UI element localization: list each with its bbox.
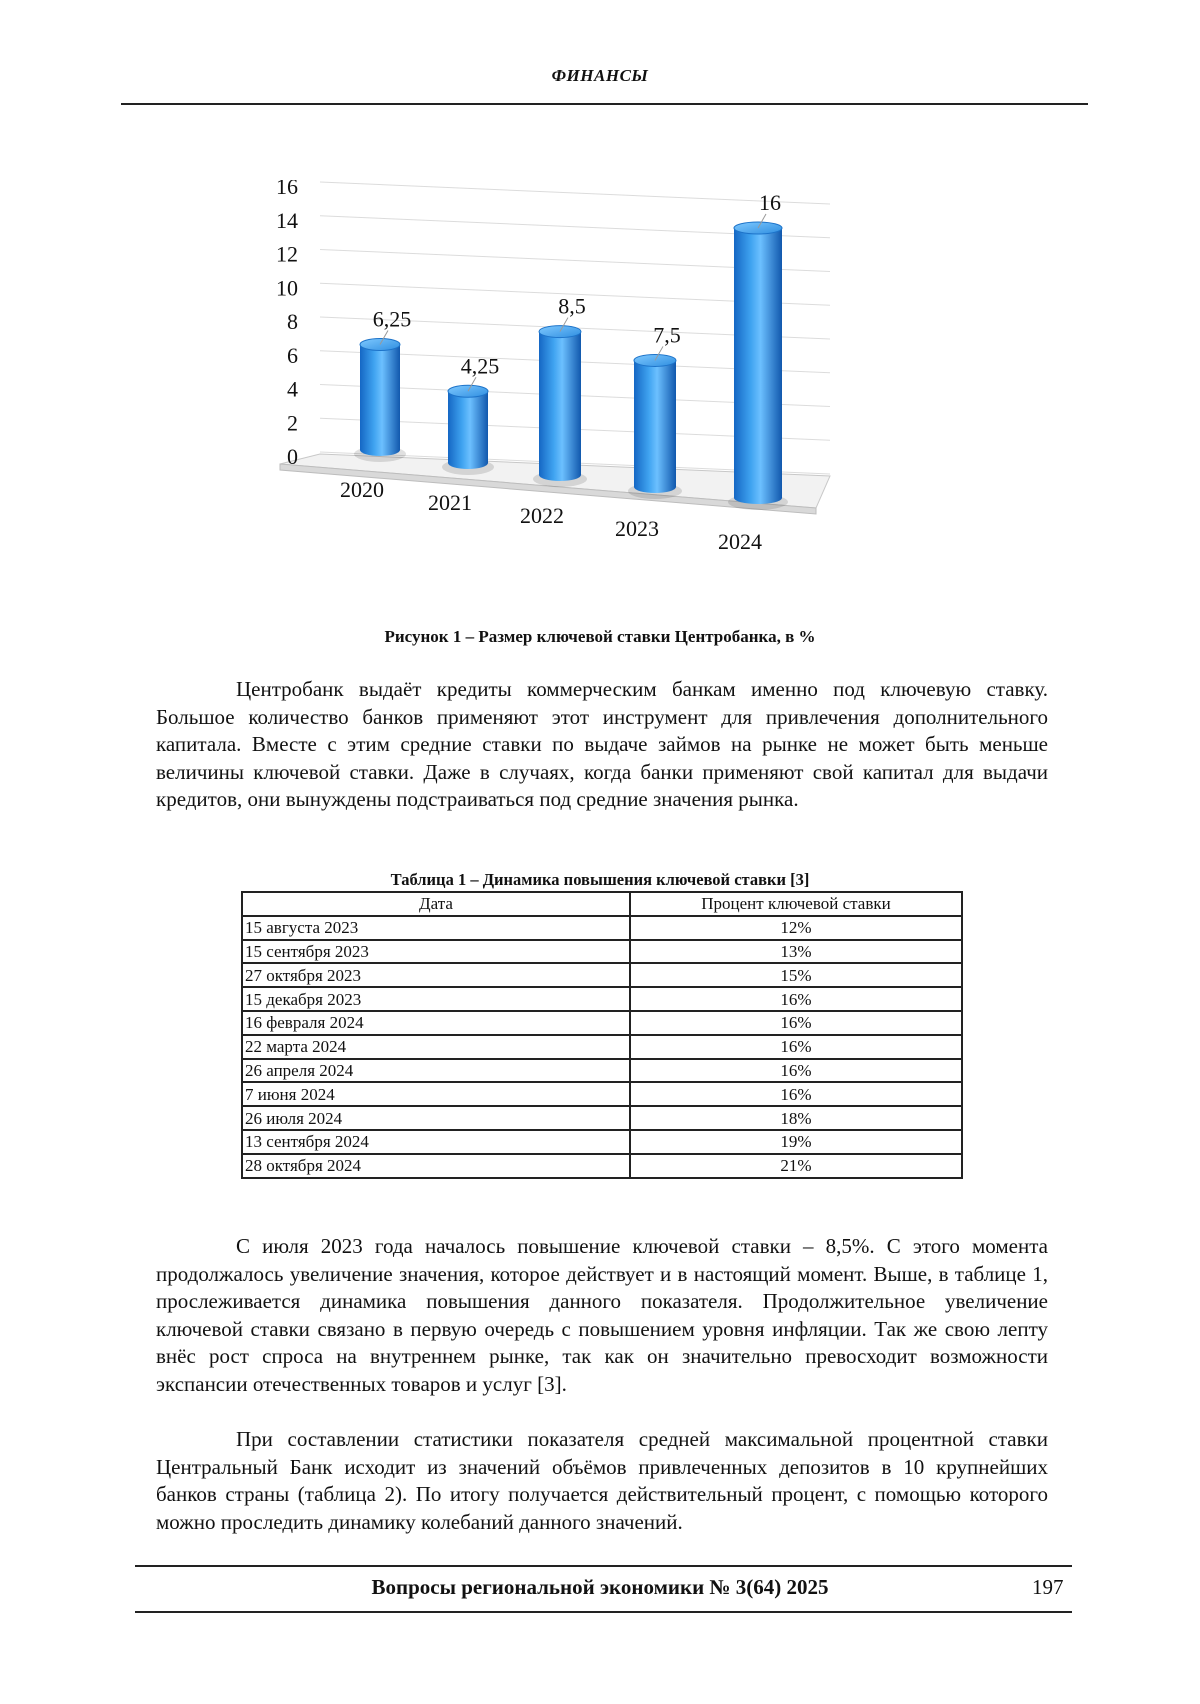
table-caption: Таблица 1 – Динамика повышения ключевой ставки [3]	[390, 870, 810, 889]
data-label: 4,25	[460, 353, 500, 379]
x-tick-label: 2020	[340, 477, 384, 502]
table-row	[242, 1082, 962, 1106]
bar-body	[734, 228, 782, 504]
figure-caption: Рисунок 1 – Размер ключевой ставки Центробанка, в %	[384, 627, 816, 646]
cell-rate: 15%	[630, 963, 962, 987]
table-row	[242, 963, 962, 987]
bar-2022	[533, 294, 587, 487]
x-tick-label: 2023	[615, 516, 659, 541]
table-row	[242, 1011, 962, 1035]
cell-date: 28 октября 2024	[242, 1154, 630, 1178]
x-tick-label: 2024	[718, 529, 762, 554]
cell-date: 26 апреля 2024	[242, 1059, 630, 1083]
bar-body	[360, 345, 400, 456]
cell-date: 15 сентября 2023	[242, 940, 630, 964]
cell-rate: 18%	[630, 1106, 962, 1130]
header-rule	[121, 103, 1088, 105]
cell-rate: 19%	[630, 1130, 962, 1154]
y-tick-label: 16	[276, 180, 298, 199]
cell-date: 27 октября 2023	[242, 963, 630, 987]
data-label: 7,5	[653, 322, 681, 348]
x-tick-label: 2021	[428, 490, 472, 515]
y-tick-label: 6	[287, 342, 298, 368]
chart-y-axis	[276, 180, 298, 469]
data-label: 16	[759, 190, 781, 215]
cell-date: 7 июня 2024	[242, 1082, 630, 1106]
cell-date: 15 августа 2023	[242, 916, 630, 940]
footer-rule-bottom	[135, 1611, 1072, 1613]
cell-rate: 16%	[630, 1035, 962, 1059]
y-tick-label: 10	[276, 275, 298, 301]
table-row	[242, 1154, 962, 1178]
bar-body	[539, 332, 581, 481]
table-row	[242, 940, 962, 964]
bar-2020	[354, 307, 411, 462]
cell-rate: 16%	[630, 1082, 962, 1106]
footer-rule-top	[135, 1565, 1072, 1567]
cell-date: 22 марта 2024	[242, 1035, 630, 1059]
bar-body	[634, 360, 676, 493]
paragraph-2	[156, 1233, 1048, 1398]
cell-date: 16 февраля 2024	[242, 1011, 630, 1035]
table-row	[242, 1035, 962, 1059]
cell-rate: 12%	[630, 916, 962, 940]
column-header-date: Дата	[242, 892, 630, 916]
cell-rate: 21%	[630, 1154, 962, 1178]
cell-rate: 16%	[630, 1059, 962, 1083]
y-tick-label: 2	[287, 410, 298, 436]
table-row	[242, 987, 962, 1011]
column-header-rate: Процент ключевой ставки	[630, 892, 962, 916]
bar-body	[448, 391, 488, 469]
gridline	[320, 182, 830, 204]
y-tick-label: 0	[287, 444, 298, 469]
cell-rate: 13%	[630, 940, 962, 964]
table-row	[242, 1130, 962, 1154]
paragraph-2-text: С июля 2023 года началось повышение ключевой ставки – 8,5%. С этого момента продолжалось увеличение значения, которое действует и в настоящий момент. Выше, в таблице 1, прослеживается динамика повышения данного показателя. Продолжительное увеличение ключевой ставки связано в первую очередь с повышением уровня инфляции. Так же свою лепту внёс рост спроса на внутреннем рынке, так как он значительно превосходит возможности экспансии отечественных товаров и услуг [3].	[156, 1234, 1048, 1396]
bar-2023	[628, 322, 682, 499]
y-tick-label: 8	[287, 309, 298, 334]
cell-rate: 16%	[630, 1011, 962, 1035]
data-label: 6,25	[372, 306, 412, 332]
paragraph-3-text: При составлении статистики показателя средней максимальной процентной ставки Центральный Банк исходит из значений объёмов привлеченных депозитов в 10 крупнейших банков страны (таблица 2). По итогу получается действительный процент, с помощью которого можно проследить динамику колебаний данного значений.	[156, 1427, 1048, 1534]
paragraph-3	[156, 1426, 1048, 1536]
y-tick-label: 4	[287, 376, 298, 402]
x-tick-label: 2022	[520, 503, 564, 528]
data-label: 8,5	[558, 293, 586, 319]
y-tick-label: 14	[276, 207, 298, 233]
footer-journal-title: Вопросы региональной экономики № 3(64) 2025	[371, 1575, 829, 1599]
paragraph-1	[156, 676, 1048, 814]
cell-rate: 16%	[630, 987, 962, 1011]
table-row	[242, 916, 962, 940]
table-header-row	[242, 892, 962, 916]
cell-date: 26 июля 2024	[242, 1106, 630, 1130]
cell-date: 15 декабря 2023	[242, 987, 630, 1011]
cell-date: 13 сентября 2024	[242, 1130, 630, 1154]
key-rate-table	[241, 891, 963, 1179]
bar-2021	[442, 353, 499, 475]
running-header: ФИНАНСЫ	[551, 66, 649, 85]
paragraph-1-text: Центробанк выдаёт кредиты коммерческим банкам именно под ключевую ставку. Большое количество банков применяют этот инструмент для привлечения дополнительного капитала. Вместе с этим средние ставки по выдаче займов на рынке не может быть меньше величины ключевой ставки. Даже в случаях, когда банки применяют свой капитал для выдачи кредитов, они вынуждены подстраиваться под средние значения рынка.	[156, 677, 1048, 811]
table-row	[242, 1106, 962, 1130]
bar-2024	[728, 190, 788, 510]
y-tick-label: 12	[276, 241, 298, 267]
table-row	[242, 1059, 962, 1083]
key-rate-chart	[250, 180, 930, 620]
page-number: 197	[1032, 1575, 1064, 1599]
